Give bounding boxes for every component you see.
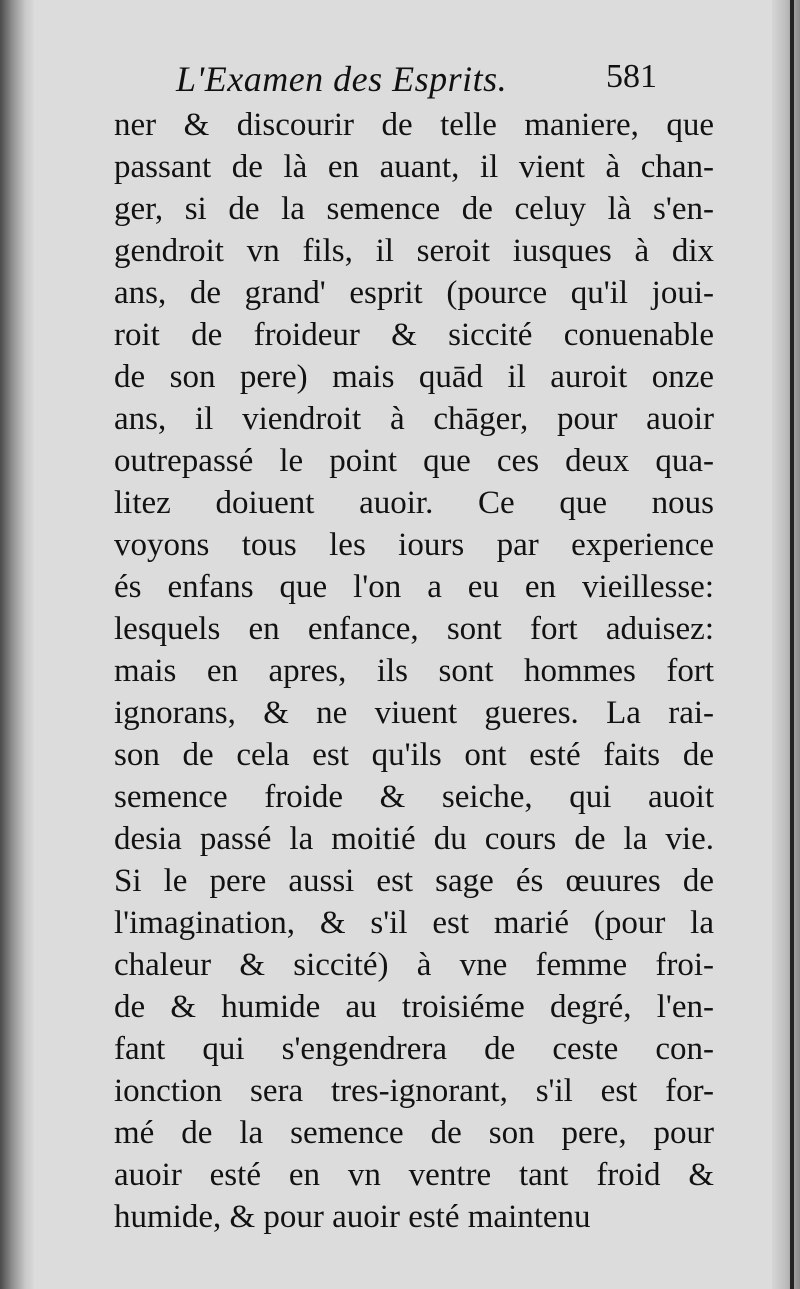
text-line: ionction sera tres-ignorant, s'il est for- [114, 1073, 714, 1109]
text-line: son de cela est qu'ils ont esté faits de [114, 737, 714, 773]
text-line: humide, & pour auoir esté maintenu [114, 1199, 591, 1235]
text-line: és enfans que l'on a eu en vieillesse: [114, 569, 714, 605]
page-edge [772, 0, 800, 1289]
text-line: fant qui s'engendrera de ceste con- [114, 1031, 714, 1067]
text-line: litez doiuent auoir. Ce que nous [114, 485, 714, 521]
text-line: semence froide & seiche, qui auoit [114, 779, 714, 815]
text-line: gendroit vn fils, il seroit iusques à dix [114, 233, 714, 269]
text-line: ans, de grand' esprit (pource qu'il joui- [114, 275, 714, 311]
text-line: ger, si de la semence de celuy là s'en- [114, 191, 714, 227]
text-line: voyons tous les iours par experience [114, 527, 714, 563]
text-line: l'imagination, & s'il est marié (pour la [114, 905, 714, 941]
text-line: Si le pere aussi est sage és œuures de [114, 863, 714, 899]
binding-gutter [0, 0, 34, 1289]
page-header [176, 58, 696, 108]
text-line: ignorans, & ne viuent gueres. La rai- [114, 695, 714, 731]
text-line: desia passé la moitié du cours de la vie. [114, 821, 714, 857]
text-line: ner & discourir de telle maniere, que [114, 107, 714, 143]
text-line: passant de là en auant, il vient à chan- [114, 149, 714, 185]
page-border [790, 0, 794, 1289]
text-line: de & humide au troisiéme degré, l'en- [114, 989, 714, 1025]
text-line: roit de froideur & siccité conuenable [114, 317, 714, 353]
text-line: de son pere) mais quād il auroit onze [114, 359, 714, 395]
text-line: ans, il viendroit à chāger, pour auoir [114, 401, 714, 437]
text-line: mé de la semence de son pere, pour [114, 1115, 714, 1151]
text-line: auoir esté en vn ventre tant froid & [114, 1157, 714, 1193]
text-line: mais en apres, ils sont hommes fort [114, 653, 714, 689]
page-number: 581 [606, 58, 657, 95]
text-line: outrepassé le point que ces deux qua- [114, 443, 714, 479]
text-line: lesquels en enfance, sont fort aduisez: [114, 611, 714, 647]
text-line: chaleur & siccité) à vne femme froi- [114, 947, 714, 983]
running-head: L'Examen des Esprits. [176, 59, 508, 99]
body-text [114, 104, 714, 1238]
